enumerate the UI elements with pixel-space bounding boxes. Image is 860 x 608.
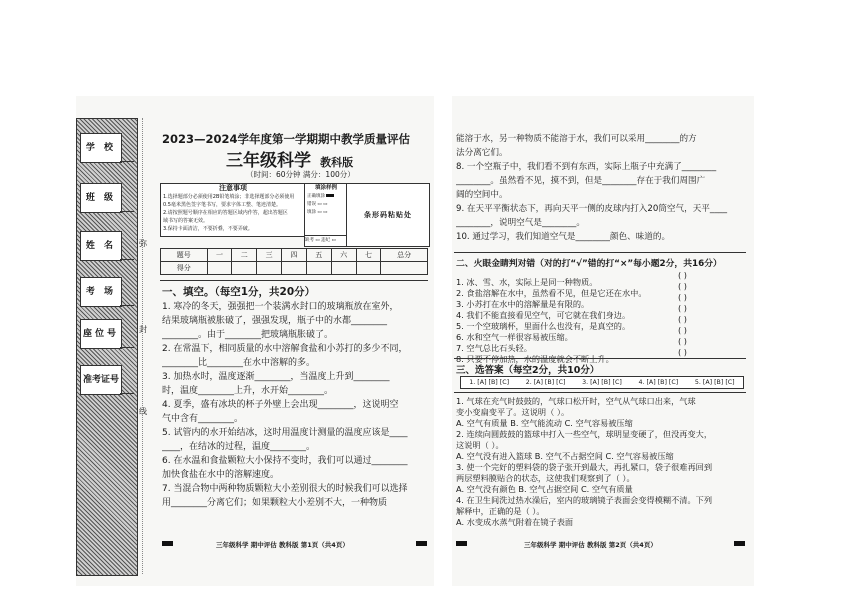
question-line: 2. 在常温下，相同质量的水中溶解食盐和小苏打的多少不同，	[162, 344, 408, 354]
question-line: 9. 在天平平衡状态下，再向天平一侧的皮球内打入20筒空气，天平____	[456, 204, 728, 214]
registration-mark	[162, 541, 173, 546]
absent-label: 缺考	[305, 238, 314, 243]
tf-answer-parens[interactable]: ( )	[678, 336, 687, 346]
tf-item	[456, 314, 746, 331]
strip-line	[120, 161, 134, 162]
score-header-cell: 七	[356, 249, 381, 262]
score-table	[160, 248, 428, 275]
score-row-label: 得分	[161, 262, 208, 275]
score-cell	[282, 262, 307, 275]
notice-line: 1.选择题部分必须使用2B铅笔填涂；非选择题部分必须使用	[163, 194, 295, 200]
tf-answer-parens[interactable]: ( )	[678, 281, 687, 291]
question-line: 加快食盐在水中的溶解速度。	[162, 470, 280, 480]
tf-text: 1. 冰、雪、水，实际上是同一种物质。	[456, 277, 598, 287]
score-cell	[381, 262, 428, 275]
score-row	[161, 262, 428, 275]
seal-char: 线	[139, 407, 147, 416]
tf-text: 7. 空气总比石头轻。	[456, 343, 532, 353]
notice-title: 注意事项	[219, 184, 247, 192]
question-line: 6. 在水温和食盐颗粒大小保持不变时，我们可以通过________	[162, 456, 408, 466]
section-divider	[160, 280, 428, 281]
tf-item	[456, 303, 746, 320]
edition-label: 教科版	[320, 156, 354, 169]
tf-text: 6. 水和空气一样很容易被压缩。	[456, 332, 573, 342]
strip-line	[120, 347, 134, 348]
section-divider	[454, 358, 746, 359]
tf-answer-parens[interactable]: ( )	[678, 292, 687, 302]
score-header-cell: 五	[306, 249, 331, 262]
score-header-cell: 题号	[161, 249, 208, 262]
question-line: 能溶于水，另一种物质不能溶于水，我们可以采用________的方	[456, 134, 697, 144]
notice-line: 域书写的答案无效。	[163, 218, 209, 224]
strip-line	[120, 211, 134, 212]
answer-bubble-group[interactable]: 2. [A] [B] [C]	[525, 379, 566, 386]
page-footer: 三年级科学 期中评估 教科版 第1页（共4页）	[216, 541, 349, 549]
seal-char: 封	[139, 325, 147, 334]
notice-box	[160, 183, 306, 237]
mc-line: 1. 气球在充气时鼓鼓的，气球口松开时，空气从气球口出来，气球	[456, 396, 696, 406]
exam-page-2	[452, 96, 754, 586]
violation-label: 违纪	[321, 238, 331, 243]
tf-answer-parens[interactable]: ( )	[678, 303, 687, 313]
question-line: ________。由于________把玻璃瓶胀破了。	[162, 330, 334, 340]
subject-line	[226, 146, 353, 171]
score-header-cell: 二	[232, 249, 257, 262]
exam-page-1	[76, 96, 434, 586]
answer-bubble-group[interactable]: 3. [A] [B] [C]	[582, 379, 622, 386]
section-divider	[454, 392, 746, 393]
tf-answer-parens[interactable]: ( )	[678, 314, 687, 324]
score-cell	[331, 262, 356, 275]
score-cell	[356, 262, 381, 275]
seal-line	[142, 118, 143, 574]
notice-line: 3.保持卡面清洁，不要折叠，不要弄破。	[163, 226, 253, 232]
mc-line: 3. 使一个完好的塑料袋的袋子张开到最大，再扎紧口，袋子很难再回到	[456, 462, 713, 472]
question-line: ____，在结冰的过程，温度________。	[162, 442, 316, 452]
registration-mark	[734, 541, 745, 546]
time-info: （时间：60分钟 满分：100分）	[246, 170, 355, 179]
score-cell	[257, 262, 282, 275]
tf-item	[456, 347, 746, 364]
tf-item	[456, 336, 746, 353]
notice-line: 0.5毫米黑色签字笔书写，要求字体工整、笔迹清楚。	[163, 202, 281, 208]
mc-line: 两层塑料膜贴合的状态，这使我们观察到了（ ）。	[456, 473, 635, 483]
strip-field-school: 学 校	[80, 133, 122, 163]
strip-line	[120, 305, 134, 306]
tf-item	[456, 281, 746, 298]
question-line: 10. 通过学习，我们知道空气是________颜色、味道的。	[456, 232, 671, 242]
score-header-cell: 四	[282, 249, 307, 262]
mc-line: A. 空气没有进入篮球 B. 空气不占据空间 C. 空气容易被压缩	[456, 451, 674, 461]
tf-text: 3. 小苏打在水中的溶解量是有限的。	[456, 299, 590, 309]
seal-char: 弥	[139, 239, 147, 248]
tf-item	[456, 270, 746, 287]
fill-in-questions	[162, 300, 430, 510]
question-line: 法分离它们。	[456, 148, 508, 158]
tf-item	[456, 325, 746, 342]
question-line: 阔的空间中。	[456, 190, 508, 200]
question-line: ________。虽然看不见，摸不到，但是________存在于我们周围广	[456, 176, 706, 186]
continued-fill-questions	[456, 132, 746, 244]
question-line: ________，说明空气是________。	[456, 218, 585, 228]
mc-line: 4. 在卫生间洗过热水澡后，室内的玻璃镜子表面会变得模糊不清。下列	[456, 495, 713, 505]
mc-line: 解释中，正确的是（ ）。	[456, 506, 545, 516]
question-line: 7. 当混合物中两种物质颗粒大小差别很大的时候我们可以选择	[162, 484, 408, 494]
answer-bubble-row	[460, 376, 744, 389]
score-cell	[232, 262, 257, 275]
registration-mark	[456, 541, 467, 546]
question-line: 8. 一个空瓶子中，我们看不到有东西，实际上瓶子中充满了________	[456, 162, 717, 172]
tf-text: 8. 只要不停加热，水的温度就会不断上升。	[456, 354, 614, 364]
tf-item	[456, 292, 746, 309]
answer-bubble-group[interactable]: 4. [A] [B] [C]	[638, 379, 679, 386]
question-line: 4. 夏季，盛有冰块的杯子外壁上会出现________，这说明空	[162, 400, 399, 410]
score-header-cell: 六	[331, 249, 356, 262]
true-false-list	[456, 270, 746, 364]
binding-strip	[76, 118, 138, 576]
question-line: 结果玻璃瓶被胀破了，强强发现，瓶子中的水都________	[162, 316, 388, 326]
fill-correct-label: 正确填涂	[307, 194, 325, 199]
strip-field-name: 姓 名	[80, 231, 122, 261]
question-line: 时，温度________上升，水开始________。	[162, 386, 334, 396]
score-header-cell: 总分	[381, 249, 428, 262]
strip-field-seat: 座位号	[80, 319, 122, 349]
fill-example-box: 填涂样例 正确填涂 错误 ▭ ▭ 填涂 ▭ ▭	[304, 183, 348, 237]
strip-field-ticket: 准考证号	[80, 365, 122, 395]
fill-wrong-label: 错误	[307, 202, 316, 207]
mc-line: 2. 连续向圆鼓鼓的篮球中打入一些空气，球明显变硬了，但没再变大，	[456, 429, 713, 439]
notice-line: 2.请按照题号顺序在相应的答题区域内作答，超出答题区	[163, 210, 288, 216]
strip-line	[120, 259, 134, 260]
answer-bubble-group[interactable]: 1. [A] [B] [C]	[469, 379, 510, 386]
question-line: ________比________在水中溶解的多。	[162, 358, 316, 368]
answer-bubble-group[interactable]: 5. [A] [B] [C]	[694, 379, 735, 386]
fill-wrong-label2: 填涂	[307, 210, 316, 215]
strip-field-exam-room: 考 场	[80, 277, 122, 307]
mc-line: A. 空气没有颜色 B. 空气占据空间 C. 空气有质量	[456, 484, 633, 494]
barcode-area: 条形码粘贴处	[346, 183, 430, 247]
exam-title: 2023—2024学年度第一学期期中教学质量评估	[162, 132, 411, 146]
score-cell	[207, 262, 232, 275]
tf-answer-parens[interactable]: ( )	[678, 325, 687, 335]
mc-line: 变小变扁变平了。这说明（ ）。	[456, 407, 570, 417]
subject-title: 三年级科学	[226, 151, 311, 171]
absent-box: 缺考 ▭ 违纪 ▭	[304, 235, 348, 247]
score-header-row	[161, 249, 428, 262]
question-line: 3. 加热水时，温度逐渐________，当温度上升到________	[162, 372, 390, 382]
mc-line: A. 空气有质量 B. 空气能流动 C. 空气容易被压缩	[456, 418, 633, 428]
score-header-cell: 三	[257, 249, 282, 262]
score-header-cell: 一	[207, 249, 232, 262]
section2-title: 二、火眼金睛判对错（对的打“√”错的打“×”每小题2分，共16分）	[456, 259, 722, 269]
tf-text: 5. 一个空玻璃杯，里面什么也没有，是真空的。	[456, 321, 631, 331]
score-cell	[306, 262, 331, 275]
section1-title: 一、填空。（每空1分，共20分）	[162, 286, 316, 298]
tf-answer-parens[interactable]: ( )	[678, 347, 687, 357]
question-line: 气中含有________。	[162, 414, 244, 424]
mc-line: 这说明（ ）。	[456, 440, 504, 450]
registration-mark	[416, 541, 427, 546]
question-line: 用________分离它们；如果颗粒大小差别不大，一种物质	[162, 498, 388, 508]
section-divider	[454, 252, 746, 253]
mc-line: A. 水变成水蒸气附着在镜子表面	[456, 517, 574, 527]
question-line: 5. 试管内的水开始结冰，这时用温度计测量的温度应该是____	[162, 428, 408, 438]
multiple-choice-questions	[456, 396, 748, 528]
strip-line	[120, 393, 134, 394]
question-line: 1. 寒冷的冬天，强强把一个装满水封口的玻璃瓶放在室外，	[162, 302, 399, 312]
tf-answer-parens[interactable]: ( )	[678, 270, 687, 280]
tf-text: 4. 我们不能直接看见空气，可它就在我们身边。	[456, 310, 631, 320]
tf-text: 2. 食盐溶解在水中，虽然看不见，但是它还在水中。	[456, 288, 647, 298]
strip-field-class: 班 级	[80, 183, 122, 213]
page-footer: 三年级科学 期中评估 教科版 第2页（共4页）	[524, 541, 657, 549]
fill-example-title: 填涂样例	[314, 185, 337, 191]
section3-title: 三、选答案（每空2分，共10分）	[456, 365, 600, 376]
fill-mark	[326, 194, 334, 197]
